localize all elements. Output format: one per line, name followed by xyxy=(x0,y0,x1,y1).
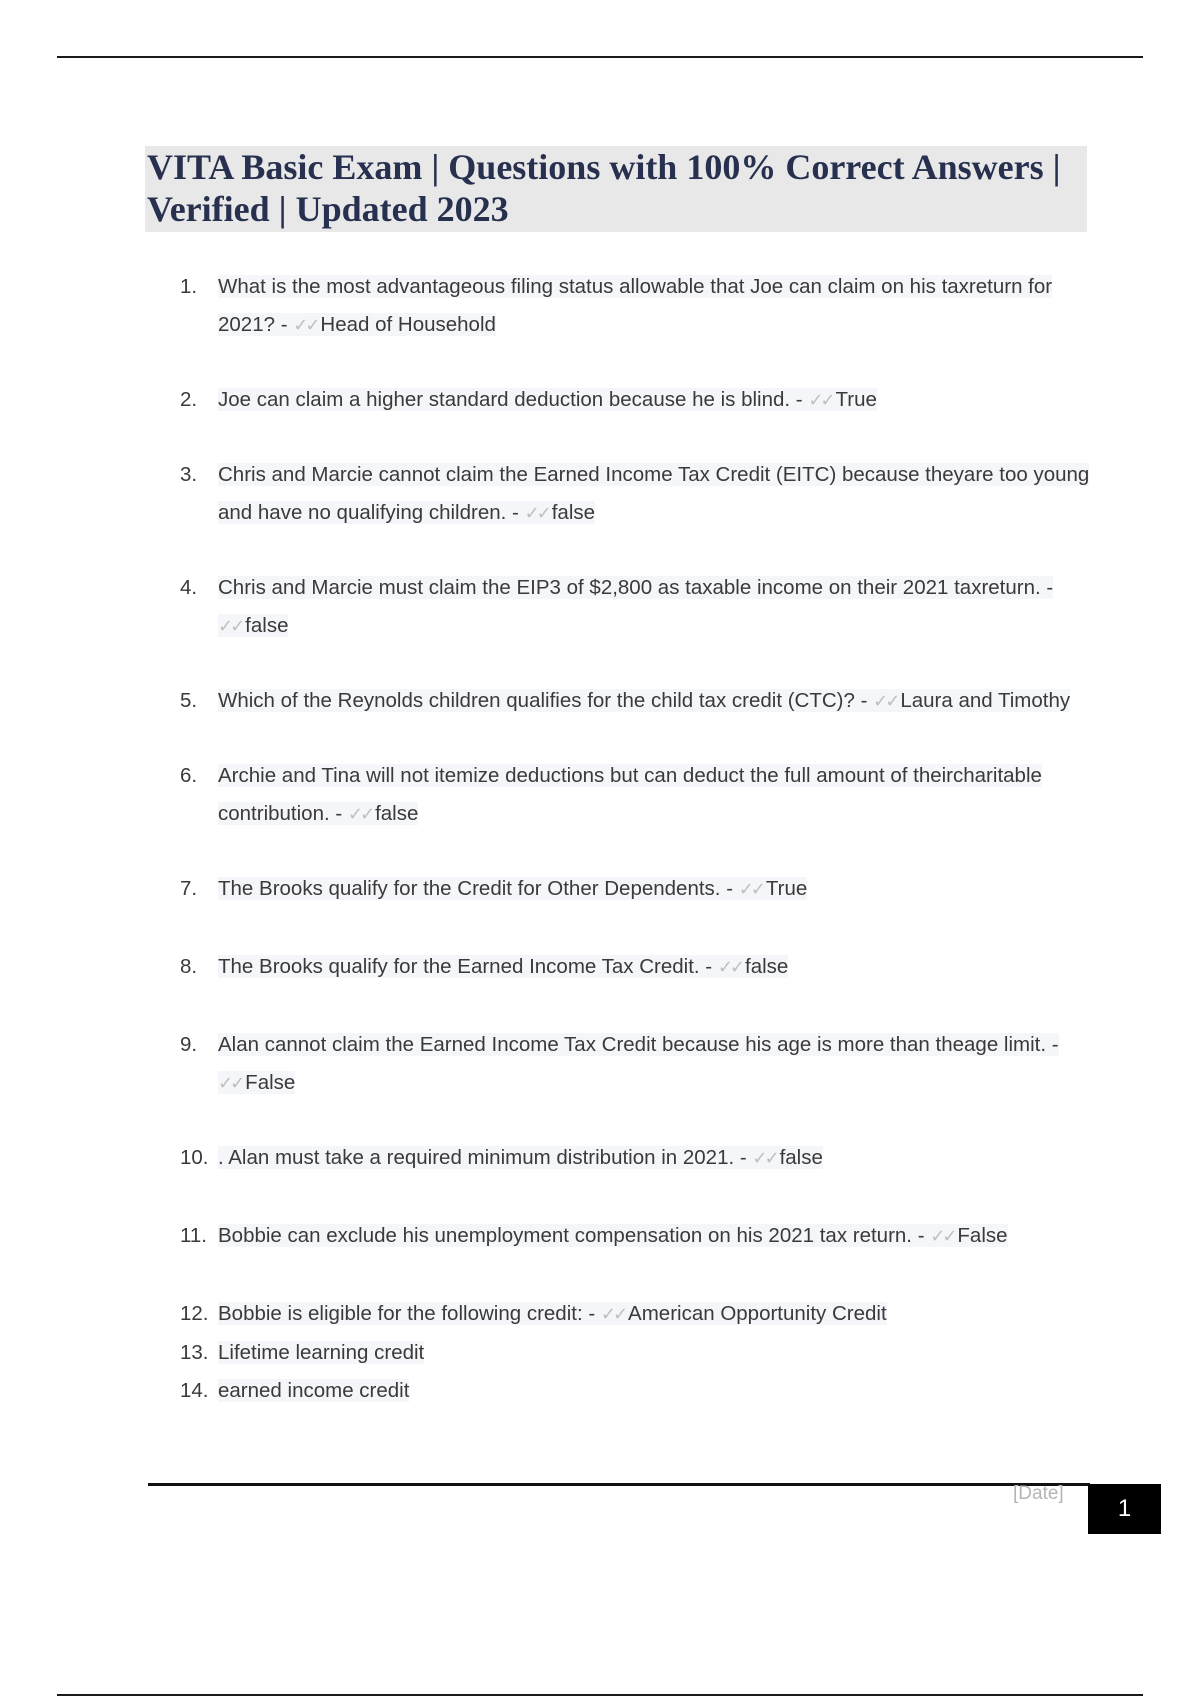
question-text: Chris and Marcie must claim the EIP3 of $2,800 as taxable income on their 2021 taxreturn. - xyxy=(218,576,1054,599)
question-number: 3. xyxy=(180,463,198,486)
top-rule xyxy=(57,56,1143,58)
question-text: Which of the Reynolds children qualifies for the child tax credit (CTC)? - xyxy=(218,689,874,712)
question-body xyxy=(218,1372,1090,1410)
question-text: Chris and Marcie cannot claim the Earned Income Tax Credit (EITC) because theyare too young and have no qualifying children. - xyxy=(218,463,1090,524)
double-check-icon: ✓✓ xyxy=(293,315,318,336)
page-number-box xyxy=(1088,1484,1161,1534)
question-item xyxy=(180,1295,1090,1334)
question-text: Bobbie is eligible for the following credit: - xyxy=(218,1302,601,1325)
question-item xyxy=(180,569,1090,646)
page-number: 1 xyxy=(1117,1495,1132,1522)
question-number: 13. xyxy=(180,1341,209,1364)
double-check-icon: ✓✓ xyxy=(347,804,373,825)
question-item xyxy=(180,682,1090,721)
question-answer: American Opportunity Credit xyxy=(628,1302,887,1325)
question-answer: False xyxy=(957,1224,1008,1247)
question-number: 14. xyxy=(180,1379,209,1402)
question-number: 11. xyxy=(180,1224,207,1247)
question-number: 1. xyxy=(180,275,198,298)
question-item xyxy=(180,757,1090,834)
bottom-rule xyxy=(57,1694,1143,1696)
question-answer: False xyxy=(245,1071,296,1094)
question-answer: false xyxy=(779,1146,823,1169)
document-title: VITA Basic Exam | Questions with 100% Correct Answers | Verified | Updated 2023 xyxy=(147,147,1061,229)
question-body xyxy=(218,870,1090,909)
question-text: Lifetime learning credit xyxy=(218,1341,425,1364)
question-number: 12. xyxy=(180,1302,209,1325)
question-answer: True xyxy=(765,877,808,900)
question-number: 9. xyxy=(180,1033,198,1056)
question-item xyxy=(180,456,1090,533)
question-body xyxy=(218,1139,1090,1178)
double-check-icon: ✓✓ xyxy=(218,1073,243,1094)
question-number: 7. xyxy=(180,877,198,900)
question-number: 4. xyxy=(180,576,198,599)
question-number: 10. xyxy=(180,1146,209,1169)
question-item xyxy=(180,1334,1090,1372)
question-answer: false xyxy=(551,501,596,524)
question-number: 6. xyxy=(180,764,198,787)
question-item xyxy=(180,870,1090,909)
question-body xyxy=(218,948,1090,987)
question-text: The Brooks qualify for the Credit for Other Dependents. - xyxy=(218,877,739,900)
question-number: 8. xyxy=(180,955,198,978)
question-answer: Head of Household xyxy=(320,313,496,336)
question-body xyxy=(218,381,1090,420)
question-text: What is the most advantageous filing status allowable that Joe can claim on his taxreturn for 2021? - xyxy=(218,275,1053,336)
double-check-icon: ✓✓ xyxy=(752,1148,777,1169)
double-check-icon: ✓✓ xyxy=(930,1226,955,1247)
question-item xyxy=(180,268,1090,345)
question-item xyxy=(180,948,1090,987)
question-text: Bobbie can exclude his unemployment compensation on his 2021 tax return. - xyxy=(218,1224,931,1247)
question-text: Archie and Tina will not itemize deductions but can deduct the full amount of theircharitable contribution. - xyxy=(218,764,1042,825)
double-check-icon: ✓✓ xyxy=(218,616,243,637)
double-check-icon: ✓✓ xyxy=(738,879,763,900)
question-answer: false xyxy=(245,614,289,637)
question-text: . Alan must take a required minimum distribution in 2021. - xyxy=(218,1146,753,1169)
question-item xyxy=(180,1026,1090,1103)
double-check-icon: ✓✓ xyxy=(600,1304,626,1325)
question-body xyxy=(218,1217,1090,1256)
question-text: Joe can claim a higher standard deduction because he is blind. - xyxy=(218,388,809,411)
question-text: Alan cannot claim the Earned Income Tax Credit because his age is more than theage limit. - xyxy=(218,1033,1059,1056)
question-body xyxy=(218,757,1090,834)
question-answer: True xyxy=(835,388,877,411)
question-answer: Laura and Timothy xyxy=(900,689,1071,712)
footer-date: [Date] xyxy=(1013,1483,1064,1504)
footer-rule xyxy=(148,1483,1090,1486)
question-number: 5. xyxy=(180,689,198,712)
question-body xyxy=(218,456,1090,533)
question-body xyxy=(218,1026,1090,1103)
question-body xyxy=(218,268,1090,345)
question-answer: false xyxy=(375,802,419,825)
question-body xyxy=(218,1334,1090,1372)
double-check-icon: ✓✓ xyxy=(808,390,833,411)
question-item xyxy=(180,1217,1090,1256)
question-number: 2. xyxy=(180,388,198,411)
double-check-icon: ✓✓ xyxy=(717,957,742,978)
question-body xyxy=(218,1295,1090,1334)
question-item xyxy=(180,1139,1090,1178)
question-text: The Brooks qualify for the Earned Income Tax Credit. - xyxy=(218,955,718,978)
question-answer: false xyxy=(745,955,789,978)
question-item xyxy=(180,1372,1090,1410)
question-item xyxy=(180,381,1090,420)
double-check-icon: ✓✓ xyxy=(524,503,549,524)
double-check-icon: ✓✓ xyxy=(873,691,898,712)
question-body xyxy=(218,569,1090,646)
question-body xyxy=(218,682,1090,721)
question-text: earned income credit xyxy=(218,1379,410,1402)
question-list xyxy=(180,268,1090,1410)
